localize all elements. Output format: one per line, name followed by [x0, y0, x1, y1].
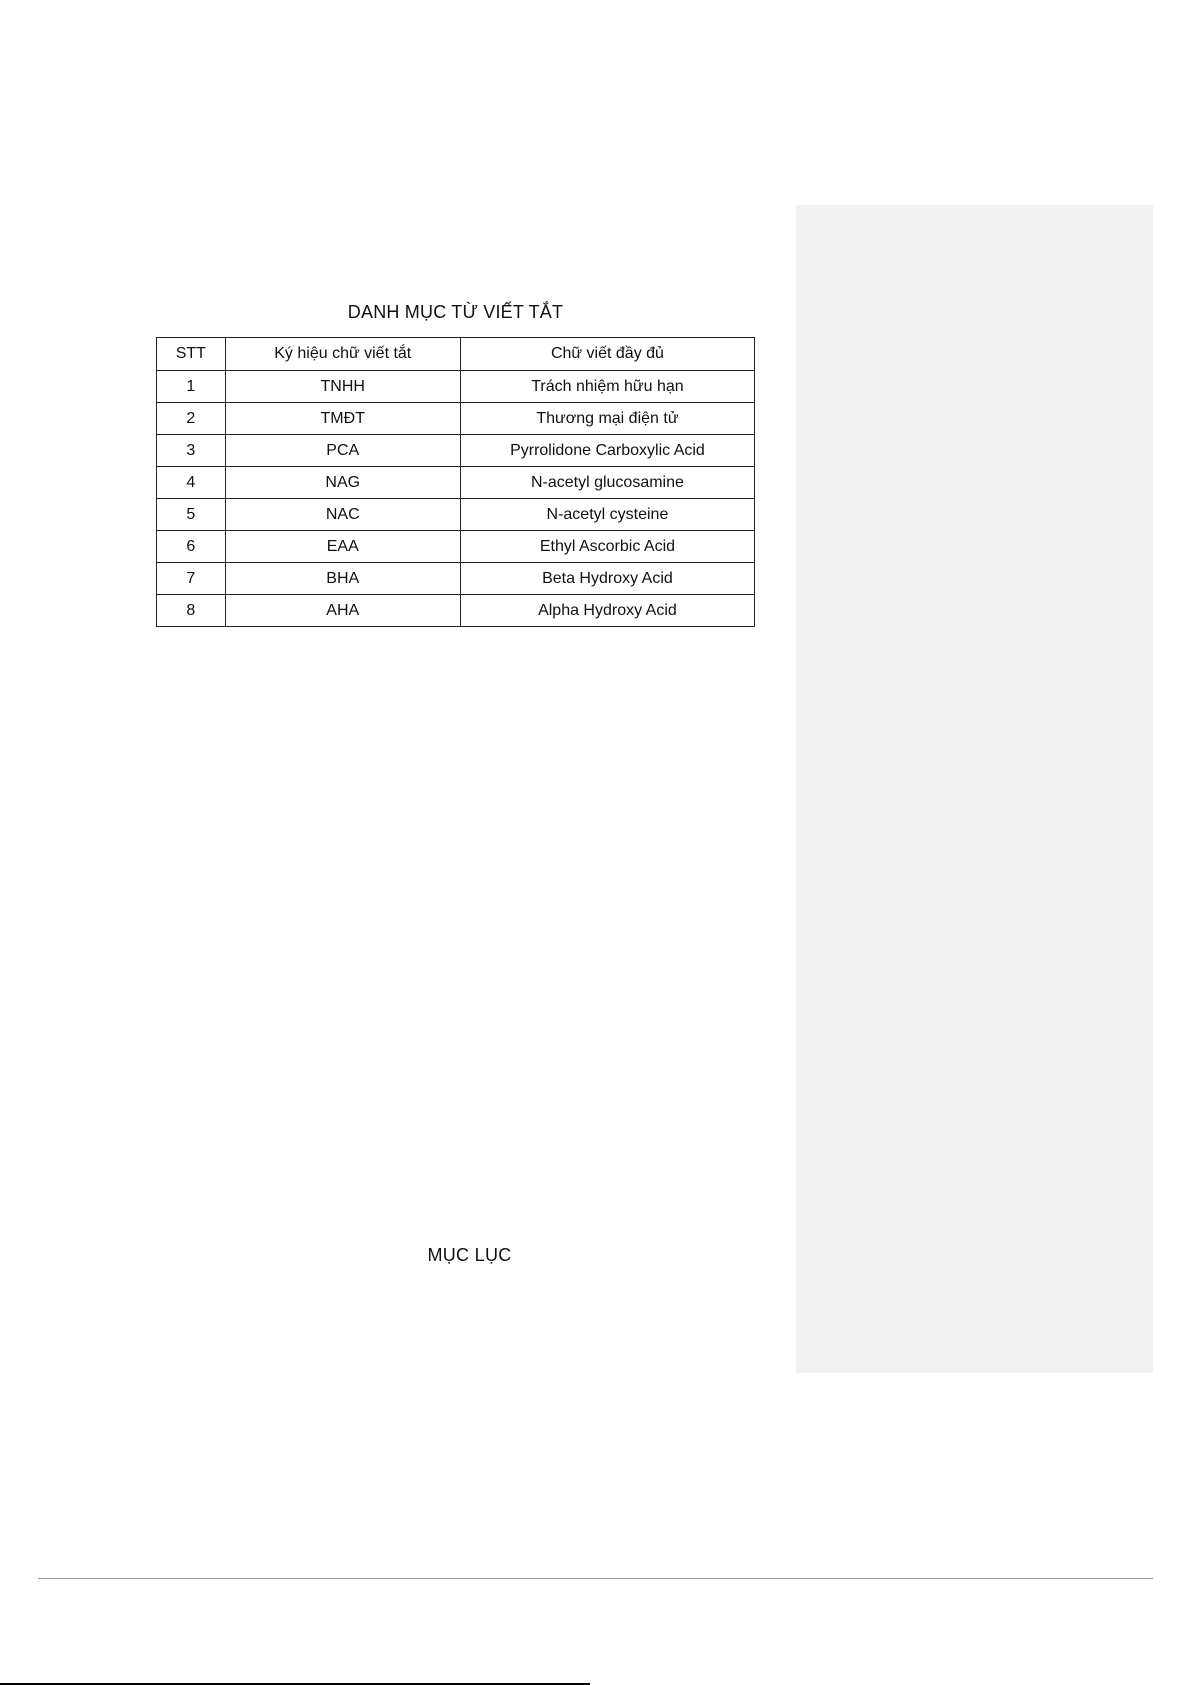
cell-stt: 4	[157, 467, 226, 499]
table-row	[157, 499, 755, 531]
cell-stt: 2	[157, 403, 226, 435]
cell-abbreviation: AHA	[225, 595, 460, 627]
table-row	[157, 563, 755, 595]
header-stt: STT	[157, 338, 226, 371]
cell-stt: 6	[157, 531, 226, 563]
cell-full-form: Beta Hydroxy Acid	[460, 563, 754, 595]
cell-stt: 1	[157, 371, 226, 403]
table-row	[157, 435, 755, 467]
cell-abbreviation: NAC	[225, 499, 460, 531]
cell-abbreviation: NAG	[225, 467, 460, 499]
footer-divider	[38, 1578, 1153, 1579]
table-header-row	[157, 338, 755, 371]
cell-abbreviation: PCA	[225, 435, 460, 467]
cell-full-form: Trách nhiệm hữu hạn	[460, 371, 754, 403]
abbreviations-table	[156, 337, 755, 627]
cell-stt: 5	[157, 499, 226, 531]
cell-full-form: N-acetyl glucosamine	[460, 467, 754, 499]
cell-stt: 7	[157, 563, 226, 595]
comment-pane	[796, 205, 1153, 1373]
cell-full-form: Ethyl Ascorbic Acid	[460, 531, 754, 563]
cell-abbreviation: EAA	[225, 531, 460, 563]
cell-full-form: Alpha Hydroxy Acid	[460, 595, 754, 627]
header-full-form: Chữ viết đầy đủ	[460, 338, 754, 371]
header-abbreviation: Ký hiệu chữ viết tắt	[225, 338, 460, 371]
cell-full-form: Thương mại điện tử	[460, 403, 754, 435]
cell-full-form: N-acetyl cysteine	[460, 499, 754, 531]
abbreviations-title: DANH MỤC TỪ VIẾT TẮT	[347, 302, 564, 322]
cell-abbreviation: TMĐT	[225, 403, 460, 435]
table-row	[157, 371, 755, 403]
cell-stt: 3	[157, 435, 226, 467]
cell-stt: 8	[157, 595, 226, 627]
cell-abbreviation: TNHH	[225, 371, 460, 403]
cell-full-form: Pyrrolidone Carboxylic Acid	[460, 435, 754, 467]
cell-abbreviation: BHA	[225, 563, 460, 595]
toc-title: MỤC LỤC	[427, 1245, 512, 1265]
table-row	[157, 531, 755, 563]
table-row	[157, 403, 755, 435]
table-row	[157, 467, 755, 499]
table-row	[157, 595, 755, 627]
